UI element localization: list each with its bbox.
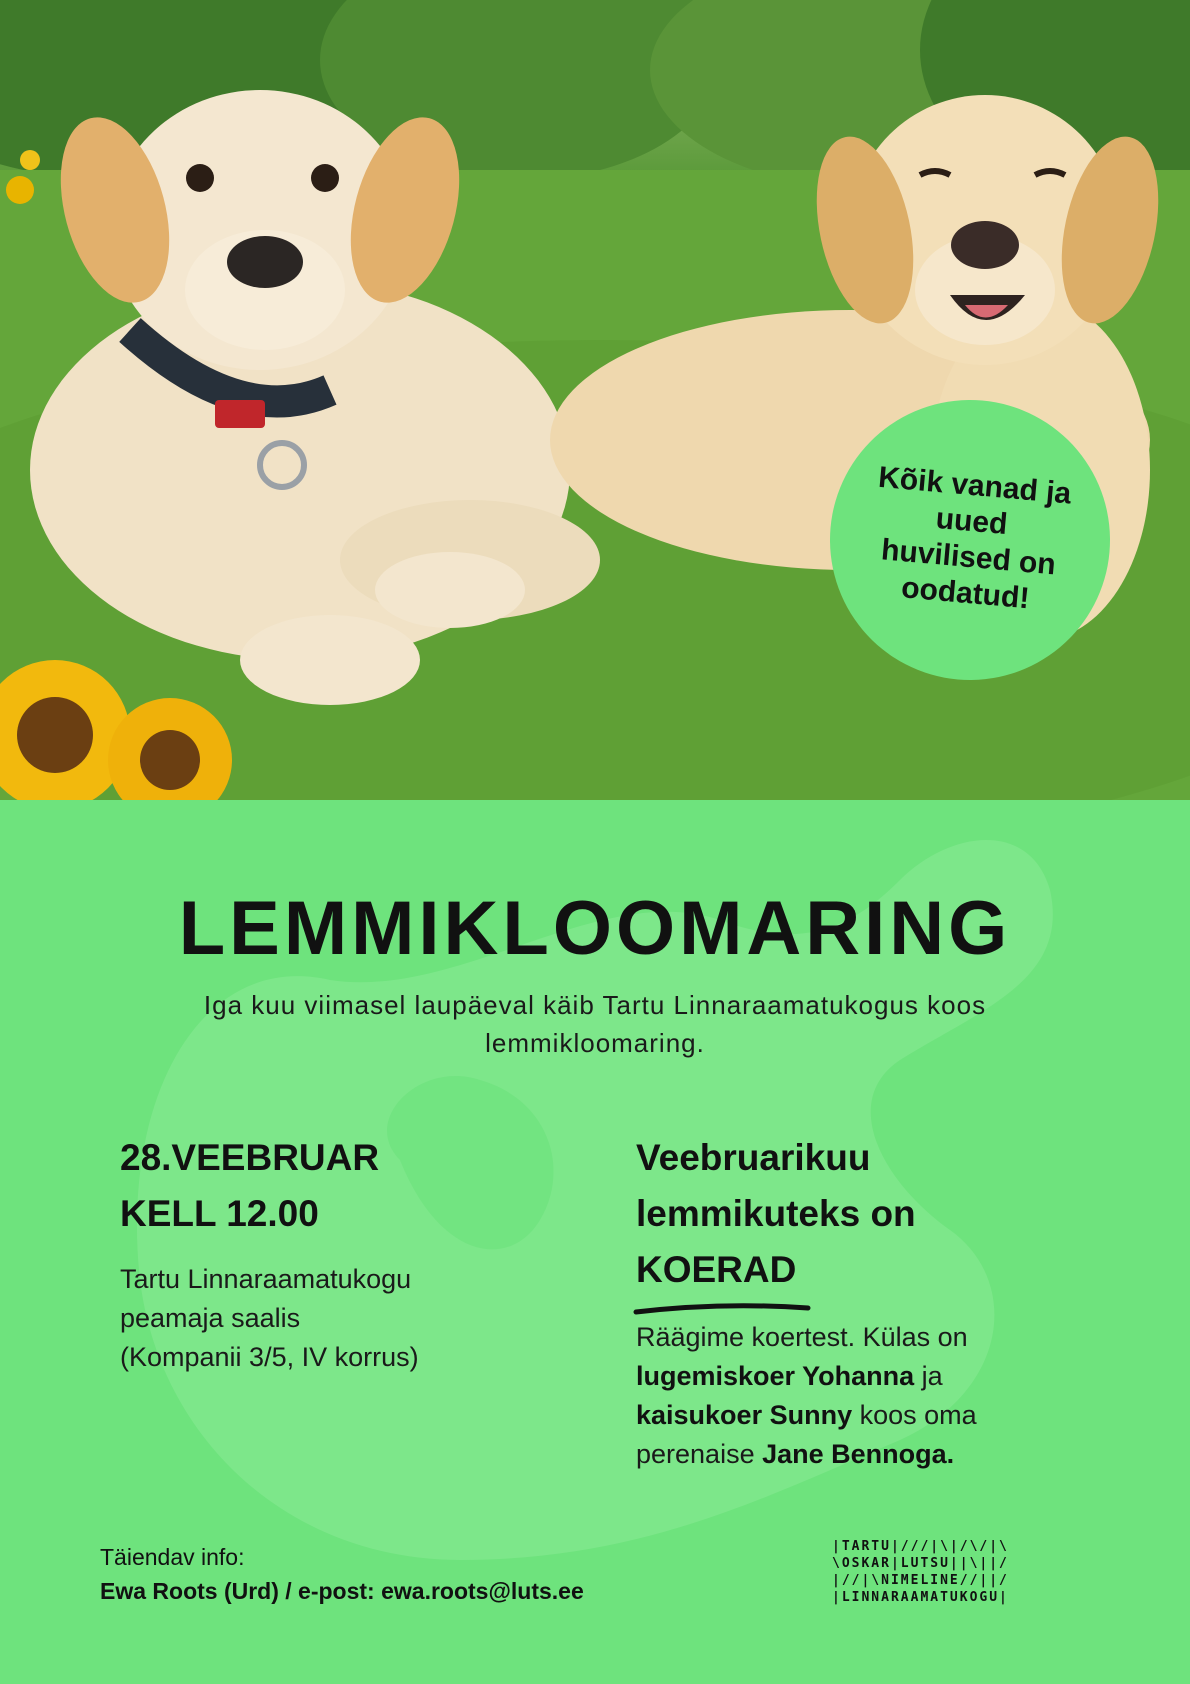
desc-text-1: Räägime koertest. Külas on	[636, 1322, 968, 1352]
contact-details: Ewa Roots (Urd) / e-post: ewa.roots@luts.ee	[100, 1578, 584, 1604]
library-logo	[832, 1538, 1009, 1606]
event-title: LEMMIKLOOMARING	[178, 886, 1012, 971]
desc-text-3: koos oma perenaise	[636, 1400, 977, 1469]
contact-label: Täiendav info:	[100, 1544, 245, 1570]
contact-info	[100, 1540, 584, 1608]
dogs-photo	[0, 0, 1190, 800]
welcome-badge-text: Kõik vanad ja uued huvilised on oodatud!	[876, 460, 1073, 616]
desc-guest-1: lugemiskoer Yohanna	[636, 1361, 915, 1391]
desc-guest-2: kaisukoer Sunny	[636, 1400, 853, 1430]
location-line-2: peamaja saalis	[120, 1303, 301, 1333]
event-date-day: 28.VEEBRUAR	[120, 1137, 380, 1178]
topic-underline	[632, 1298, 812, 1318]
desc-guest-3: Jane Bennoga.	[762, 1439, 955, 1469]
location-line-3: (Kompanii 3/5, IV korrus)	[120, 1342, 419, 1372]
logo-line-2: \OSKAR|LUTSU||\||/	[832, 1556, 1009, 1571]
monthly-topic	[636, 1130, 916, 1298]
topic-line-1: Veebruarikuu	[636, 1137, 871, 1178]
topic-line-2: lemmikuteks on	[636, 1193, 916, 1234]
logo-line-3: |//|\NIMELINE//||/	[832, 1573, 1009, 1588]
topic-description	[636, 1318, 1056, 1474]
event-date-time: KELL 12.00	[120, 1193, 319, 1234]
logo-line-4: |LINNARAAMATUKOGU|	[832, 1590, 1009, 1605]
topic-highlight: KOERAD	[636, 1249, 797, 1290]
desc-text-2: ja	[914, 1361, 943, 1391]
event-info-section	[0, 800, 1190, 1684]
event-intro: Iga kuu viimasel laupäeval käib Tartu Linnaraamatukogus koos lemmikloomaring.	[203, 990, 987, 1058]
logo-line-1: |TARTU|///|\|/\/|\	[832, 1539, 1009, 1554]
dogs-illustration	[0, 0, 1190, 800]
location-line-1: Tartu Linnaraamatukogu	[120, 1264, 412, 1294]
event-location	[120, 1260, 419, 1377]
event-date	[120, 1130, 379, 1242]
